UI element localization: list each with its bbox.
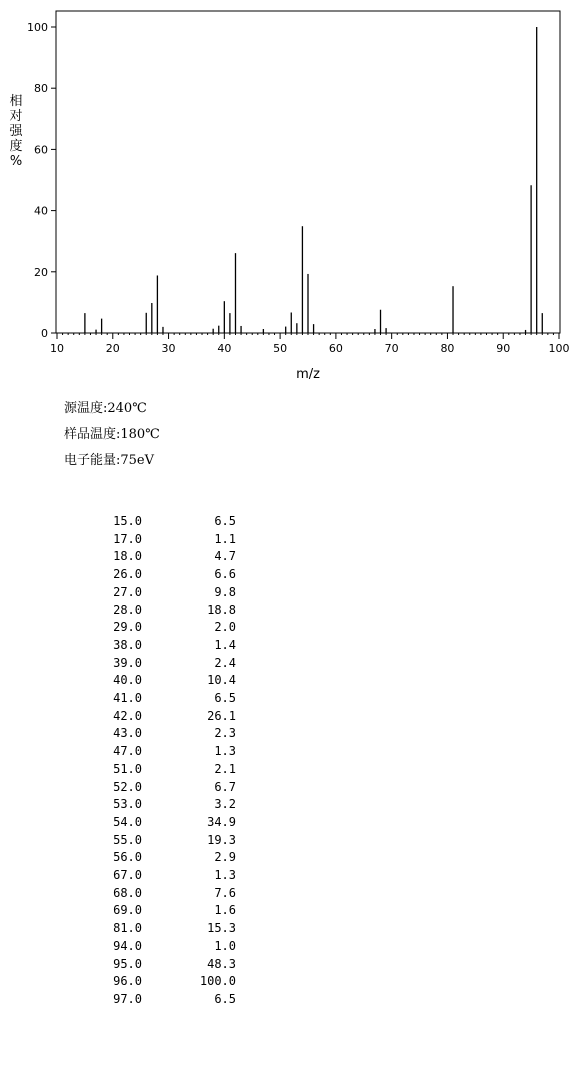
- y-axis-label-char: %: [9, 154, 23, 169]
- mz-cell: 39.0: [113, 655, 142, 670]
- x-tick-label: 50: [273, 342, 288, 355]
- table-row: [88, 991, 236, 1009]
- table-row: [88, 708, 236, 726]
- abundance-cell: 6.5: [214, 514, 236, 528]
- abundance-cell: 6.7: [214, 779, 236, 794]
- x-tick-label: 70: [384, 342, 399, 355]
- y-axis-label: [9, 93, 23, 169]
- abundance-cell: 18.8: [207, 602, 236, 617]
- y-tick-label: 40: [34, 204, 48, 218]
- mz-cell: 41.0: [113, 691, 142, 706]
- peak-table: [88, 513, 236, 1009]
- abundance-cell: 15.3: [207, 921, 236, 936]
- table-row: [88, 867, 236, 885]
- abundance-cell: 100.0: [199, 974, 236, 989]
- mz-cell: 68.0: [113, 885, 142, 900]
- abundance-cell: 6.5: [214, 691, 236, 706]
- mz-cell: 69.0: [113, 903, 142, 918]
- abundance-cell: 1.3: [214, 868, 236, 883]
- table-row: [88, 602, 236, 620]
- x-tick-label: 40: [217, 342, 232, 355]
- table-row: [88, 832, 236, 850]
- abundance-cell: 34.9: [207, 814, 236, 829]
- abundance-cell: 1.3: [214, 744, 236, 759]
- mz-cell: 67.0: [113, 868, 142, 883]
- y-tick-label: 60: [34, 143, 48, 157]
- abundance-cell: 1.1: [214, 531, 236, 546]
- mz-cell: 97.0: [113, 991, 142, 1006]
- table-row: [88, 725, 236, 743]
- table-row: [88, 902, 236, 920]
- mz-cell: 52.0: [113, 779, 142, 794]
- x-tick-label: 10: [50, 342, 64, 355]
- mz-cell: 56.0: [113, 850, 142, 865]
- table-row: [88, 938, 236, 956]
- table-row: [88, 672, 236, 690]
- abundance-cell: 1.6: [214, 903, 236, 918]
- mz-cell: 28.0: [113, 602, 142, 617]
- table-row: [88, 885, 236, 903]
- x-tick-label: 20: [105, 342, 120, 355]
- abundance-cell: 2.4: [214, 655, 236, 670]
- table-row: [88, 566, 236, 584]
- table-row: [88, 849, 236, 867]
- table-row: [88, 531, 236, 549]
- x-tick-label: 100: [548, 342, 570, 355]
- acquisition-conditions: [64, 396, 160, 474]
- mz-cell: 27.0: [113, 584, 142, 599]
- table-row: [88, 779, 236, 797]
- condition-line: 电子能量:75eV: [64, 453, 155, 468]
- y-tick-label: 100: [27, 21, 48, 34]
- mz-cell: 51.0: [113, 761, 142, 776]
- table-row: [88, 920, 236, 938]
- abundance-cell: 48.3: [207, 956, 236, 971]
- mz-cell: 95.0: [113, 956, 142, 971]
- table-row: [88, 814, 236, 832]
- x-tick-label: 30: [161, 342, 176, 355]
- mz-cell: 81.0: [113, 921, 142, 936]
- table-row: [88, 655, 236, 673]
- mz-cell: 26.0: [113, 567, 142, 582]
- x-tick-label: 80: [440, 342, 455, 355]
- table-row: [88, 956, 236, 974]
- table-row: [88, 743, 236, 761]
- table-row: [88, 690, 236, 708]
- x-axis: [50, 333, 570, 355]
- abundance-cell: 2.0: [214, 620, 236, 635]
- table-row: [88, 584, 236, 602]
- y-axis-label-char: 相: [9, 94, 23, 109]
- mz-cell: 15.0: [113, 514, 142, 528]
- condition-line: 源温度:240℃: [64, 401, 147, 416]
- mz-cell: 42.0: [113, 708, 142, 723]
- table-row: [88, 619, 236, 637]
- y-tick-label: 0: [41, 327, 48, 340]
- mz-cell: 96.0: [113, 974, 142, 989]
- mz-cell: 55.0: [113, 832, 142, 847]
- abundance-cell: 9.8: [214, 584, 236, 599]
- y-axis-label-char: 度: [9, 139, 23, 154]
- x-axis-label: m/z: [296, 367, 320, 382]
- mz-cell: 54.0: [113, 814, 142, 829]
- y-axis: [27, 21, 56, 340]
- mz-cell: 17.0: [113, 531, 142, 546]
- table-row: [88, 513, 236, 531]
- x-tick-label: 90: [496, 342, 511, 355]
- abundance-cell: 10.4: [207, 673, 236, 688]
- x-tick-label: 60: [328, 342, 343, 355]
- mass-spectrum-chart: [0, 0, 570, 390]
- table-row: [88, 973, 236, 991]
- abundance-cell: 2.9: [214, 850, 236, 865]
- mz-cell: 18.0: [113, 549, 142, 564]
- mz-cell: 29.0: [113, 620, 142, 635]
- abundance-cell: 7.6: [214, 885, 236, 900]
- mz-cell: 40.0: [113, 673, 142, 688]
- condition-line: 样品温度:180℃: [64, 427, 160, 442]
- table-row: [88, 761, 236, 779]
- peak-bars: [85, 27, 542, 333]
- abundance-cell: 2.3: [214, 726, 236, 741]
- abundance-cell: 6.5: [214, 991, 236, 1006]
- abundance-cell: 3.2: [214, 797, 236, 812]
- abundance-cell: 4.7: [214, 549, 236, 564]
- abundance-cell: 19.3: [207, 832, 236, 847]
- y-axis-label-char: 对: [9, 109, 23, 124]
- y-axis-label-char: 强: [9, 124, 23, 139]
- mz-cell: 43.0: [113, 726, 142, 741]
- y-tick-label: 80: [34, 82, 48, 96]
- table-row: [88, 548, 236, 566]
- mz-cell: 38.0: [113, 637, 142, 652]
- abundance-cell: 6.6: [214, 567, 236, 582]
- table-row: [88, 637, 236, 655]
- mz-cell: 94.0: [113, 938, 142, 953]
- y-tick-label: 20: [34, 265, 48, 279]
- abundance-cell: 1.4: [214, 637, 236, 652]
- abundance-cell: 2.1: [214, 761, 236, 776]
- abundance-cell: 1.0: [214, 938, 236, 953]
- table-row: [88, 796, 236, 814]
- abundance-cell: 26.1: [207, 708, 236, 723]
- mz-cell: 53.0: [113, 797, 142, 812]
- mz-cell: 47.0: [113, 744, 142, 759]
